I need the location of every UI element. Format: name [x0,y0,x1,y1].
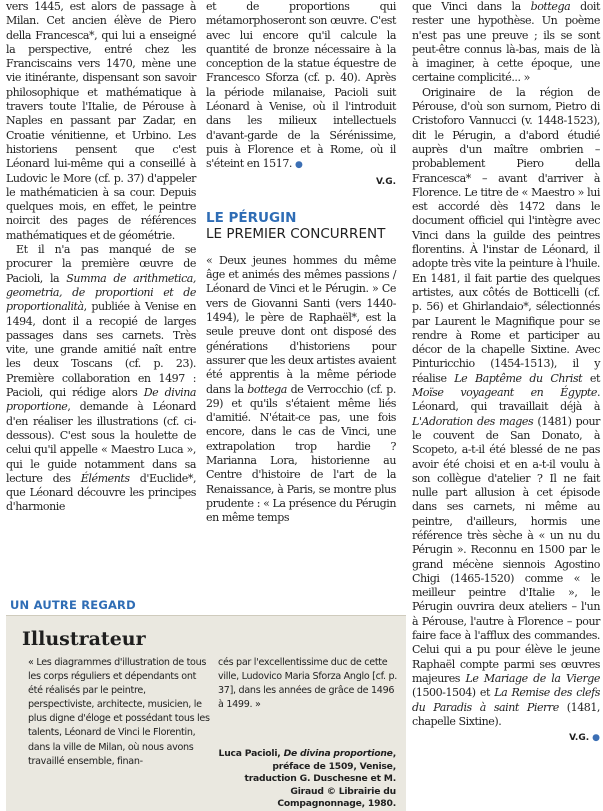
sidebar-title: Illustrateur [22,628,146,650]
author-signature: V.G. ● [569,733,600,744]
sidebar-quote-part-1: « Les diagrammes d'illustration de tous les corps réguliers et dépendants ont été réalisés par le peintre, perspectiviste, architecte, musicien, le plus digne d'éloge et possédant tous les talents, Léonard de Vinci le Florentin, dans la ville de Milan, où nous avons travaillé ensemble, finan- [28,657,210,767]
sidebar-caption: Luca Pacioli, De divina proportione, préface de 1509, Venise, traduction G. Duschesne et M. Giraud © Librairie du Compagnonnage, 1980. [218,748,396,810]
sidebar-quote-part-2: cés par l'excellentissime duc de cette ville, Ludovico Maria Sforza Anglo [cf. p. 37], dans les années de grâce de 1496 à 1499. » [218,657,398,711]
section-heading [206,211,396,242]
section-title: LE PREMIER CONCURRENT [206,225,386,242]
paragraph: vers 1445, est alors de passage à Milan. Cet ancien élève de Piero della Francesca*, qui lui a enseigné la perspective, entré chez les Franciscains vers 1470, mène une vie itinérante, dispensant son savoir philosophique et mathématique à travers toute l'Italie, de Pérouse à Naples en passant par Zadar, en Croatie vénitienne, et Urbino. Les historiens pensent que c'est Léonard lui-même qui a conseillé à Ludovic le More (cf. p. 37) d'appeler le mathématicien à sa cour. Depuis quelques mois, en effet, le peintre noircit des pages de références mathématiques et de géométrie. [6,0,196,242]
end-bullet-icon: ● [294,160,303,171]
section-kicker: LE PÉRUGIN [206,209,297,226]
author-signature: V.G. [375,176,396,187]
article-column-2 [206,0,396,526]
paragraph: et de proportions qui métamorphoseront son œuvre. C'est avec lui encore qu'il calcule la quantité de bronze nécessaire à la conception de la statue équestre de Francesco Sforza (cf. p. 40). Après la période milanaise, Pacioli suit Léonard à Venise, où il l'introduit dans les milieux intellectuels d'avant-garde de la Sérénissime, puis à Florence et à Rome, où il s'éteint en 1517. ● [206,0,396,171]
end-bullet-icon: ● [592,733,600,744]
sidebar-label: UN AUTRE REGARD [10,598,136,612]
paragraph: que Vinci dans la bottega doit rester une hypothèse. Un poème n'est pas une preuve ; ils se sont peut-être connus là-bas, mais de là à imaginer, à cette époque, une certaine complicité... » [412,0,600,85]
paragraph: Originaire de la région de Pérouse, d'où son surnom, Pietro di Cristoforo Vannucci (v. 1448-1523), dit le Pérugin, a d'abord étudié auprès d'un maître ombrien – probablement Piero della Francesca* – avant d'arriver à Florence. Le titre de « Maestro » lui est accordé dès 1472 dans le document officiel qui l'intègre avec Vinci dans la guilde des peintres florentins. À l'instar de Léonard, il adopte très vite la peinture à l'huile. En 1481, il fait partie des quelques artistes, aux côtés de Botticelli (cf. p. 56) et Ghirlandaio*, sélectionnés par Laurent le Magnifique pour se rendre à Rome et participer au décor de la chapelle Sixtine. Avec Pinturicchio (1454-1513), il y réalise Le Baptême du Christ et Moïse voyageant en Égypte. Léonard, qui travaillait déjà à L'Adoration des mages (1481) pour le couvent de San Donato, à Scopeto, a-t-il été blessé de ne pas avoir été choisi et en a-t-il voulu à son collègue d'atelier ? Il ne fait nulle part allusion à cet épisode dans ses carnets, ni même au peintre, d'ailleurs, hormis une référence très sèche à « un nu du Pérugin ». Reconnu en 1500 par le grand mécène siennois Agostino Chigi (1465-1520) comme « le meilleur peintre d'Italie », le Pérugin ouvrira deux ateliers – l'un à Pérouse, l'autre à Florence – pour faire face à l'afflux des commandes. Celui qui a pu pour élève le jeune Raphaël compte parmi ses œuvres majeures Le Mariage de la Vierge (1500-1504) et La Remise des clefs du Paradis à saint Pierre (1481, chapelle Sixtine). [412,85,601,728]
paragraph: Et il n'a pas manqué de se procurer la première œuvre de Pacioli, la Summa de arithmetica, geometria, de proportioni et de proportionalità, publiée à Venise en 1494, dont il a recopié de larges passages dans ses carnets. Très vite, une grande amitié naît entre les deux Toscans (cf. p. 23). Première collaboration en 1497 : Pacioli, qui rédige alors De divina proportione, demande à Léonard d'en réaliser les illustrations (cf. ci-dessous). C'est sous la houlette de celui qu'il appelle « Maestro Luca », qui le guide notamment dans sa lecture des Éléments d'Euclide*, que Léonard découvre les principes d'harmonie [6,243,197,514]
sidebar-box [6,615,406,811]
article-column-3 [412,0,600,745]
article-column-1 [6,0,196,515]
paragraph: « Deux jeunes hommes du même âge et animés des mêmes passions / Léonard de Vinci et le Pérugin. » Ce vers de Giovanni Santi (vers 1440-1494), le père de Raphaël*, est la seule preuve dont ont disposé des générations d'historiens pour assurer que les deux artistes avaient été apprentis à la même période dans la bottega de Verrocchio (cf. p. 29) et qu'ils s'étaient même liés d'amitié. N'était-ce pas, une fois encore, dans le cas de Vinci, une extrapolation trop hardie ? Marianna Lora, historienne au Centre d'histoire de l'art de la Renaissance, à Paris, se montre plus prudente : « La présence du Pérugin en même temps [206,253,396,525]
